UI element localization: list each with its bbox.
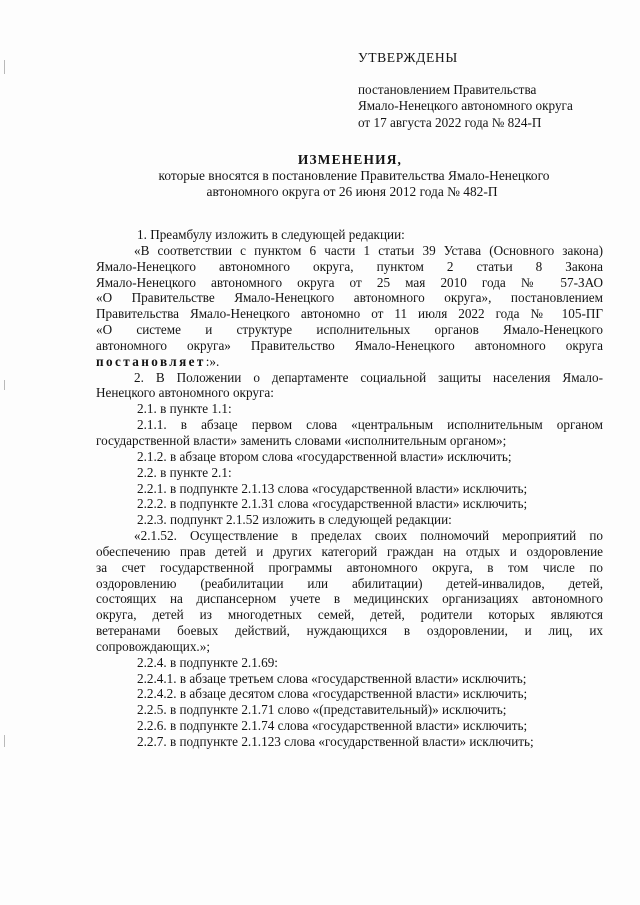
quote-line: сопровождающих.»; [96,638,210,654]
quote-line: округа, детей из многодетных семей, детей, родители которых являются [96,607,603,623]
approval-block [358,50,628,131]
paragraph-line: «В соответствии с пунктом 6 части 1 статьи 39 Устава (Основного закона) [134,242,603,258]
scan-margin-mark [4,380,5,390]
list-item: 2.2.4.2. в абзаце десятом слова «государственной власти» исключить; [137,686,528,702]
title-subline: автономного округа от 26 июня 2012 года № 482-П [206,184,498,200]
list-item: 2.2. в пункте 2.1: [137,464,232,480]
list-item: государственной власти» заменить словами «исполнительным органом»; [96,432,507,448]
list-item: 2.2.6. в подпункте 2.1.74 слова «государственной власти» исключить; [137,718,528,734]
decree-tail: :». [205,353,220,369]
document-title [0,152,640,201]
approval-line: Ямало-Ненецкого автономного округа [358,98,573,114]
quote-line: за счет государственной программы автономного округа, в том числе по [96,559,603,575]
list-item: 2.2.2. в подпункте 2.1.31 слова «государственной власти» исключить; [137,496,528,512]
quote-line: ветеранами боевых действий, нуждающихся в оздоровлении, и лиц, их [96,623,603,639]
paragraph-line: Ненецкого автономного округа: [96,385,274,401]
list-item: 2.2.7. в подпункте 2.1.123 слова «государственной власти» исключить; [137,734,534,749]
document-body [96,227,603,750]
scan-margin-mark [4,735,5,747]
paragraph-line: автономного округа» Правительство Ямало-Ненецкого автономного округа [96,337,603,353]
title-subline: которые вносятся в постановление Правительства Ямало-Ненецкого [158,168,550,184]
list-item: 2.2.4. в подпункте 2.1.69: [137,654,278,670]
paragraph-line: «О Правительстве Ямало-Ненецкого автономного округа», постановлением [96,290,603,306]
paragraph-line: 2. В Положении о департаменте социальной защиты населения Ямало- [134,369,603,385]
paragraph-line: 1. Преамбулу изложить в следующей редакции: [137,227,405,242]
paragraph-line: Ямало-Ненецкого автономного округа, пунктом 2 статьи 8 Закона [96,258,603,274]
quote-line: обеспечению прав детей и других категорий граждан на отдых и оздоровление [96,543,603,559]
decree-line [96,354,603,370]
list-item: 2.2.5. в подпункте 2.1.71 слово «(представительный)» исключить; [137,702,507,718]
quote-line: оздоровлению (реабилитации или абилитации) детей-инвалидов, детей, [96,575,603,591]
paragraph-line: Ямало-Ненецкого автономного округа от 25 мая 2010 года № 57-ЗАО [96,274,603,290]
decree-word: постановляет [96,353,206,369]
list-item: 2.1. в пункте 1.1: [137,401,232,417]
list-item: 2.2.3. подпункт 2.1.52 изложить в следующей редакции: [137,512,452,528]
list-item: 2.2.4.1. в абзаце третьем слова «государственной власти» исключить; [137,670,527,686]
scan-margin-mark [4,60,5,74]
list-item: 2.1.1. в абзаце первом слова «центральным исполнительным органом [137,417,603,433]
quote-line: «2.1.52. Осуществление в пределах своих полномочий мероприятий по [134,528,603,544]
list-item: 2.1.2. в абзаце втором слова «государственной власти» исключить; [137,448,512,464]
paragraph-line: «О системе и структуре исполнительных органов Ямало-Ненецкого [96,322,603,338]
paragraph-line: Правительства Ямало-Ненецкого автономно от 11 июля 2022 года № 105-ПГ [96,306,603,322]
quote-line: состоящих на диспансерном учете в медицинских организациях автономного [96,591,603,607]
title-main: ИЗМЕНЕНИЯ, [297,152,403,167]
list-item: 2.2.1. в подпункте 2.1.13 слова «государственной власти» исключить; [137,480,528,496]
approval-line: постановлением Правительства [358,82,537,98]
approval-line: от 17 августа 2022 года № 824-П [358,114,542,130]
approval-heading: УТВЕРЖДЕНЫ [358,50,458,65]
